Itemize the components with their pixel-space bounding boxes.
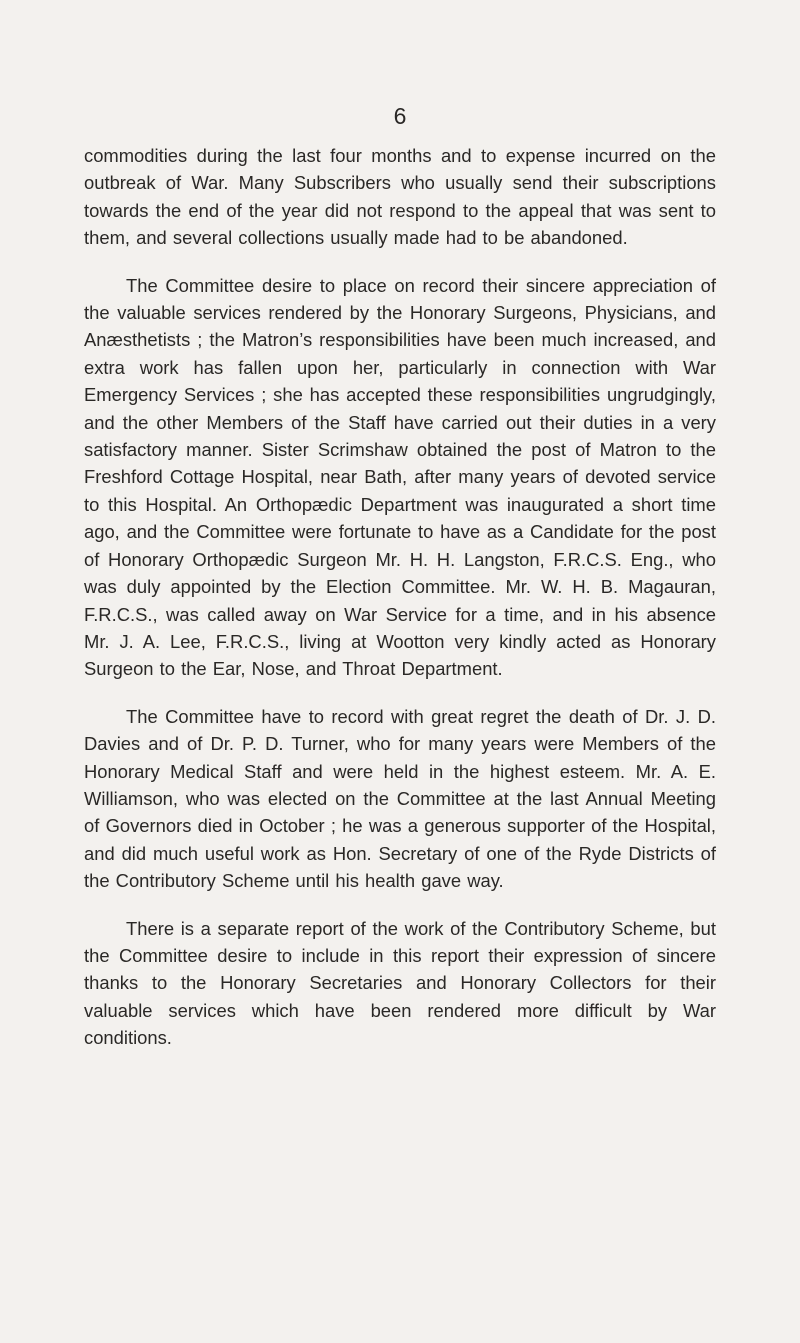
- body-text: [84, 142, 716, 1052]
- paragraph-4: There is a separate report of the work of the Contributory Scheme, but the Committee desire to include in this report their expression of sincere thanks to the Honorary Secretaries and Honorary Collectors for their valuable services which have been rendered more difficult by War conditions.: [84, 917, 716, 1049]
- paragraph-2: The Committee desire to place on record their sincere appreciation of the valuable services rendered by the Honorary Surgeons, Physicians, and Anæsthetists ; the Matron’s responsibilities have been much increased, and extra work has fallen upon her, particularly in connection with War Emergency Services ; she has accepted these responsibilities ungrudgingly, and the other Members of the Staff have carried out their duties in a very satisfactory manner. Sister Scrimshaw obtained the post of Matron to the Freshford Cottage Hospital, near Bath, after many years of devoted service to this Hospital. An Orthopædic Department was inaugurated a short time ago, and the Committee were fortunate to have as a Candidate for the post of Honorary Orthopædic Surgeon Mr. H. H. Langston, F.R.C.S. Eng., who was duly appointed by the Election Committee. Mr. W. H. B. Magauran, F.R.C.S., was called away on War Service for a time, and in his absence Mr. J. A. Lee, F.R.C.S., living at Wootton very kindly acted as Honorary Surgeon to the Ear, Nose, and Throat Department.: [84, 274, 716, 680]
- page-number: 6: [393, 103, 407, 129]
- paragraph-3: The Committee have to record with great regret the death of Dr. J. D. Davies and of Dr. P. D. Turner, who for many years were Members of the Honorary Medical Staff and were held in the highest esteem. Mr. A. E. Williamson, who was elected on the Committee at the last Annual Meeting of Governors died in October ; he was a generous supporter of the Hospital, and did much useful work as Hon. Secretary of one of the Ryde Districts of the Contributory Scheme until his health gave way.: [84, 705, 716, 892]
- paragraph-1: commodities during the last four months and to expense incurred on the outbreak of War. Many Subscribers who usually send their subscriptions towards the end of the year did not respond to the appeal that was sent to them, and several collections usually made had to be abandoned.: [84, 145, 716, 249]
